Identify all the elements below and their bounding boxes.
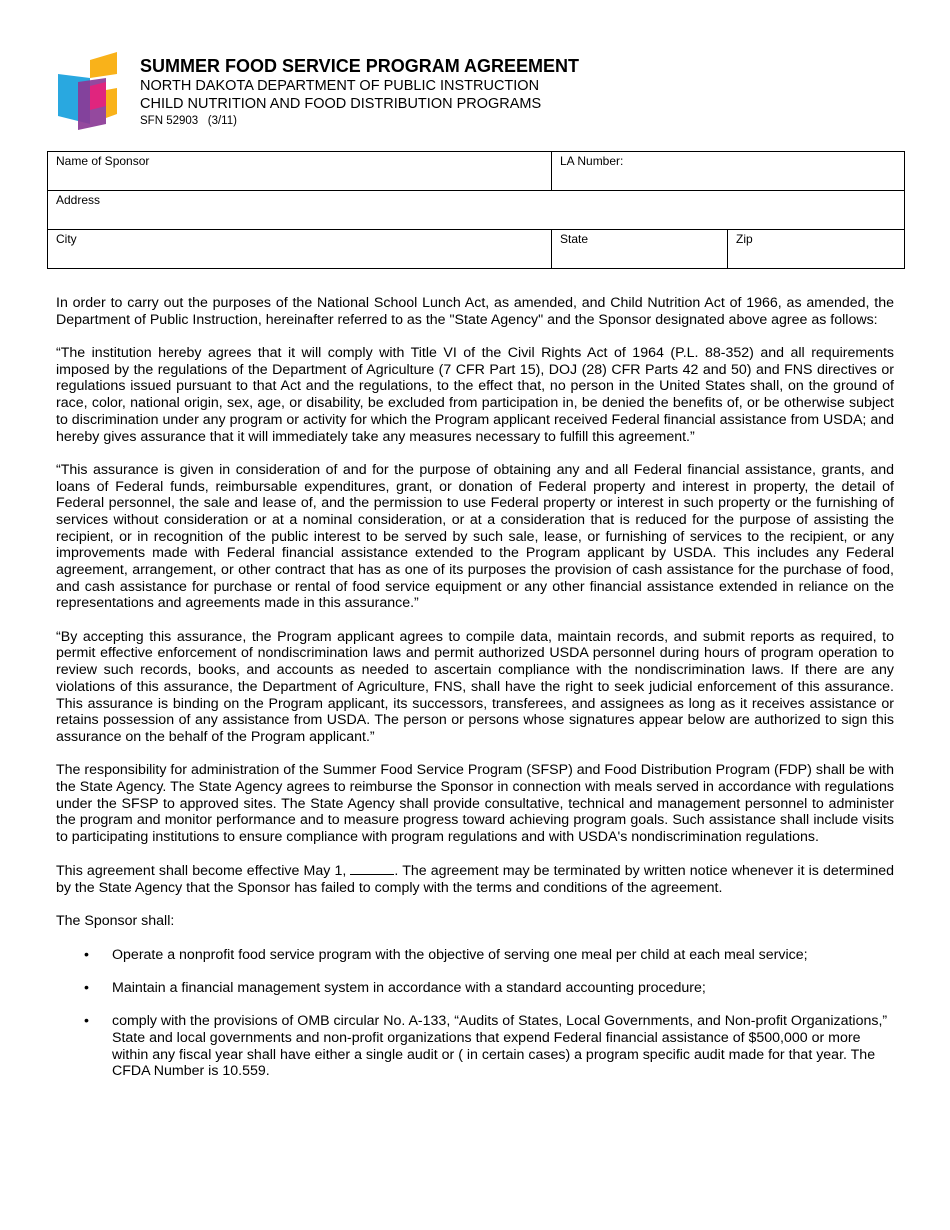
state-label: State [560, 232, 589, 246]
list-item-text: Operate a nonprofit food service program with the objective of serving one meal per child at each meal service; [112, 946, 808, 963]
zip-field[interactable] [728, 230, 905, 269]
effective-date-paragraph [56, 862, 894, 896]
list-item [56, 947, 894, 964]
address-field[interactable] [48, 191, 905, 230]
civil-rights-paragraph: “The institution hereby agrees that it will comply with Title VI of the Civil Rights Act of 1964 (P.L. 88-352) and all requirements imposed by the regulations of the Department of Agriculture (7 CFR Part 15), DOJ (28) CFR Parts 42 and 50) and FNS directives or regulations issued pursuant to that Act and the regulations, to the effect that, no person in the United States shall, on the ground of race, color, national origin, sex, age, or disability, be excluded from participation in, be denied the benefits of, or be otherwise subject to discrimination under any program or activity for which the Program applicant received Federal financial assistance from USDA; and hereby gives assurance that it will immediately take any measures necessary to fulfill this agreement.” [56, 345, 894, 445]
sponsor-name-field[interactable] [48, 152, 552, 191]
effective-year-blank[interactable] [350, 862, 394, 875]
division-name: CHILD NUTRITION AND FOOD DISTRIBUTION PROGRAMS [140, 96, 542, 112]
state-field[interactable] [552, 230, 728, 269]
sponsor-info-table [47, 151, 905, 269]
city-field[interactable] [48, 230, 552, 269]
sponsor-name-label: Name of Sponsor [56, 154, 150, 168]
department-name: NORTH DAKOTA DEPARTMENT OF PUBLIC INSTRUCTION [140, 78, 540, 94]
form-number: SFN 52903 (3/11) [140, 115, 237, 127]
document-header [56, 52, 916, 132]
bullet-icon: • [84, 1013, 89, 1030]
termination-text: . The agreement may be terminated by written notice whenever it is determined by the State Agency that the Sponsor has failed to comply with the terms and conditions of the agreement. [56, 863, 894, 897]
bullet-icon: • [84, 979, 89, 996]
sponsor-shall-heading: The Sponsor shall: [56, 913, 175, 930]
form-title: SUMMER FOOD SERVICE PROGRAM AGREEMENT [140, 56, 580, 76]
ndpi-logo-icon [56, 52, 120, 132]
compliance-paragraph: “By accepting this assurance, the Program applicant agrees to compile data, maintain records, and submit reports as required, to permit effective enforcement of nondiscrimination laws and permit authorized USDA personnel during hours of program operation to review such records, books, and accounts as needed to ascertain compliance with the nondiscrimination laws. If there are any violations of this assurance, the Department of Agriculture, FNS, shall have the right to seek judicial enforcement of this assurance. This assurance is binding on the Program applicant, its successors, transferees, and assignees as long as it receives assistance or retains possession of any assistance from USDA. The person or persons whose signatures appear below are authorized to sign this assurance on the behalf of the Program applicant.” [56, 628, 894, 745]
header-titles [140, 56, 579, 129]
zip-label: Zip [736, 232, 753, 246]
la-number-field[interactable] [552, 152, 905, 191]
responsibility-paragraph: The responsibility for administration of the Summer Food Service Program (SFSP) and Food Distribution Program (FDP) shall be with the State Agency. The State Agency agrees to reimburse the Sponsor in connection with meals served in accordance with regulations under the SFSP to approved sites. The State Agency shall provide consultative, technical and management personnel to administer the program and monitor performance and to measure progress toward achieving program goals. Such assistance shall include visits to participating institutions to ensure compliance with program regulations and with USDA's nondiscrimination regulations. [56, 762, 894, 846]
sponsor-obligations-list [56, 947, 894, 1080]
intro-paragraph: In order to carry out the purposes of the National School Lunch Act, as amended, and Child Nutrition Act of 1966, as amended, the Department of Public Instruction, hereinafter referred to as the "State Agency" and the Sponsor designated above agree as follows: [56, 295, 894, 328]
list-item [56, 1013, 894, 1080]
la-number-label: LA Number: [560, 154, 624, 168]
list-item [56, 980, 894, 997]
address-label: Address [56, 193, 101, 207]
assurance-paragraph: “This assurance is given in consideration of and for the purpose of obtaining any and all Federal financial assistance, grants, and loans of Federal funds, reimbursable expenditures, grant, or donation of Federal property and interest in property, the detail of Federal personnel, the sale and lease of, and the permission to use Federal property or interest in such property or the furnishing of services without consideration or at a nominal consideration, or at a consideration that is reduced for the purpose of assisting the recipient, or in recognition of the public interest to be served by such sale, lease, or furnishing of services to the recipient, or any improvements made with Federal financial assistance extended to the Program applicant by USDA. This includes any Federal agreement, arrangement, or other contract that has as one of its purposes the provision of cash assistance for the purchase of food, and cash assistance for purchase or rental of food service equipment or any other financial assistance extended in reliance on the representations and agreements made in this assurance.” [56, 461, 894, 612]
city-label: City [56, 232, 77, 246]
bullet-icon: • [84, 946, 89, 963]
list-item-text: Maintain a financial management system in accordance with a standard accounting procedure; [112, 979, 706, 996]
list-item-text: comply with the provisions of OMB circular No. A-133, “Audits of States, Local Governments, and Non-profit Organizations,” State and local governments and non-profit organizations that expend Federal financial assistance of $500,000 or more within any fiscal year shall have either a single audit or ( in certain cases) a program specific audit made for that year. The CFDA Number is 10.559. [112, 1013, 888, 1080]
effective-date-text: This agreement shall become effective May 1, [56, 863, 351, 880]
agreement-body [56, 295, 894, 1097]
